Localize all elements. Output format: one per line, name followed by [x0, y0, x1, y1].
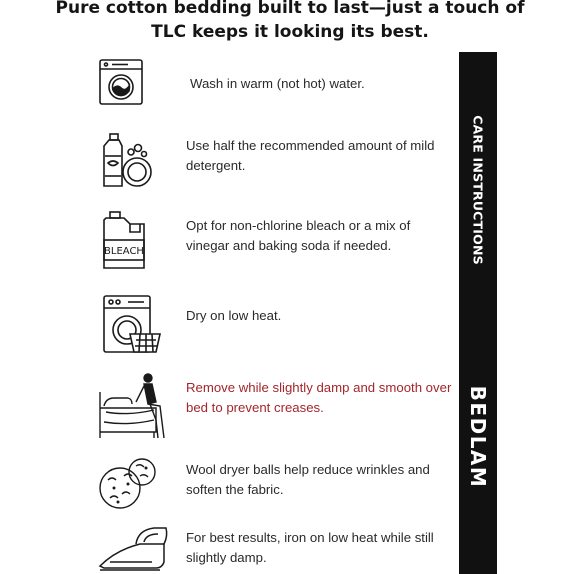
- instruction-wash: [0, 52, 455, 112]
- care-instructions-banner: [459, 52, 497, 574]
- bleach-jug-icon: [100, 210, 172, 270]
- dryer-icon: [100, 294, 172, 354]
- instruction-text: Opt for non-chlorine bleach or a mix of vinegar and baking soda if needed.: [186, 218, 411, 253]
- bed-making-icon: [98, 372, 170, 440]
- instruction-detergent: [0, 128, 455, 190]
- bleach-label: BLEACH: [104, 246, 144, 257]
- washing-machine-icon: [98, 58, 170, 106]
- instruction-dry: [0, 290, 455, 354]
- banner-title: CARE INSTRUCTIONS: [470, 115, 486, 265]
- instruction-bleach: [0, 206, 455, 272]
- instruction-text: Dry on low heat.: [186, 308, 282, 323]
- headline-line-1: Pure cotton bedding built to last—just a touch of: [55, 0, 525, 18]
- instruction-text: Wool dryer balls help reduce wrinkles and soften the fabric.: [186, 462, 430, 497]
- instruction-text-highlight: Remove while slightly damp and smooth over bed to prevent creases.: [186, 380, 452, 415]
- brand-name: BEDLAM: [466, 385, 490, 489]
- instruction-text: For best results, iron on low heat while still slightly damp.: [186, 530, 434, 565]
- instruction-remove-damp: [0, 370, 455, 440]
- iron-icon: [96, 522, 168, 574]
- instruction-wool-balls: [0, 452, 455, 512]
- wool-dryer-balls-icon: [98, 454, 170, 512]
- instruction-text: Use half the recommended amount of mild detergent.: [186, 138, 435, 173]
- instruction-iron: [0, 522, 455, 574]
- headline-line-2: TLC keeps it looking its best.: [151, 22, 429, 42]
- instruction-text: Wash in warm (not hot) water.: [190, 76, 365, 91]
- detergent-icon: [100, 132, 172, 190]
